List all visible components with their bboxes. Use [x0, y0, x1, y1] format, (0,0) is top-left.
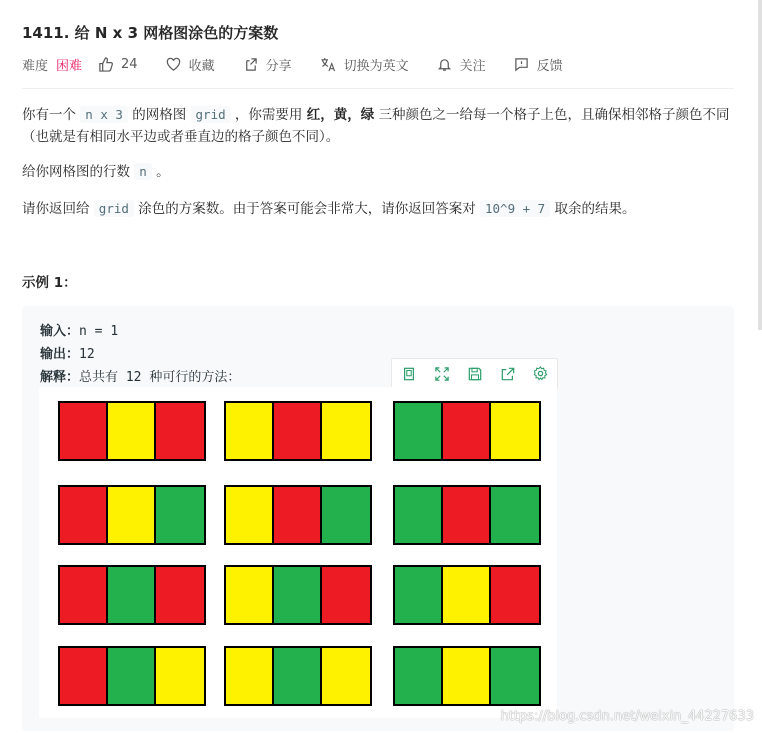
favorite-button[interactable] — [166, 55, 215, 74]
share-label: 分享 — [265, 58, 292, 74]
pattern-cell-red — [60, 567, 108, 623]
description-paragraph-2 — [22, 161, 732, 183]
coloring-pattern — [58, 646, 206, 706]
like-count: 24 — [121, 56, 138, 72]
difficulty-label: 难度 — [22, 58, 49, 74]
pattern-cell-yellow — [491, 403, 539, 459]
pattern-cell-red — [322, 567, 370, 623]
pattern-cell-red — [60, 487, 108, 543]
color-names: 红，黄，绿 — [306, 107, 375, 123]
example-image — [39, 387, 557, 718]
input-value: n = 1 — [79, 324, 119, 339]
pattern-cell-yellow — [322, 648, 370, 704]
text: 三种颜色之一给每一个格子上色，且确保相邻格子颜色不同（也就是有相同水平边或者垂直边的格子颜色不同）。 — [22, 107, 730, 145]
image-toolbar — [391, 358, 558, 389]
pattern-cell-yellow — [226, 487, 274, 543]
text: 你有一个 — [22, 107, 81, 123]
pattern-cell-yellow — [443, 567, 491, 623]
description-paragraph-1 — [22, 104, 732, 148]
translate-button[interactable] — [320, 55, 409, 74]
scrollbar[interactable] — [758, 0, 762, 330]
text: ，你需要用 — [230, 107, 307, 123]
pattern-cell-green — [395, 648, 443, 704]
like-button[interactable] — [98, 57, 138, 72]
coloring-pattern — [58, 565, 206, 625]
pattern-cell-red — [491, 567, 539, 623]
pattern-cell-yellow — [226, 403, 274, 459]
follow-button[interactable] — [437, 55, 486, 74]
pattern-cell-yellow — [108, 487, 156, 543]
pattern-cell-yellow — [156, 648, 204, 704]
coloring-pattern — [224, 565, 372, 625]
share-icon — [243, 57, 258, 72]
fullscreen-icon[interactable] — [431, 363, 453, 385]
coloring-pattern — [393, 565, 541, 625]
pattern-cell-red — [60, 648, 108, 704]
thumbs-up-icon — [98, 57, 113, 72]
feedback-icon — [514, 57, 529, 72]
follow-label: 关注 — [459, 58, 486, 74]
pattern-cell-green — [322, 487, 370, 543]
heart-icon — [166, 57, 181, 72]
export-icon[interactable] — [497, 363, 519, 385]
example-explain-line — [40, 366, 240, 385]
pattern-cell-green — [395, 567, 443, 623]
coloring-pattern — [224, 485, 372, 545]
pattern-cell-green — [395, 487, 443, 543]
translate-icon — [320, 57, 336, 72]
divider — [22, 88, 734, 89]
text: 涂色的方案数。由于答案可能会非常大，请你返回答案对 — [133, 201, 480, 217]
coloring-pattern — [224, 401, 372, 461]
code-modulus: 10^9 + 7 — [480, 200, 550, 217]
feedback-label: 反馈 — [536, 58, 563, 74]
pattern-cell-green — [395, 403, 443, 459]
text: 给你网格图的行数 — [22, 164, 135, 180]
code-grid: grid — [191, 106, 231, 123]
text: 取余的结果。 — [550, 201, 636, 217]
pattern-cell-yellow — [322, 403, 370, 459]
pattern-cell-green — [491, 648, 539, 704]
pattern-cell-red — [156, 403, 204, 459]
code-n-x-3: n x 3 — [80, 106, 128, 123]
input-label: 输入： — [40, 324, 80, 339]
pattern-cell-red — [156, 567, 204, 623]
pattern-cell-yellow — [108, 403, 156, 459]
pattern-cell-yellow — [226, 648, 274, 704]
pattern-cell-red — [443, 487, 491, 543]
share-button[interactable] — [243, 55, 292, 74]
pattern-cell-red — [274, 403, 322, 459]
pattern-cell-yellow — [226, 567, 274, 623]
favorite-label: 收藏 — [188, 58, 215, 74]
problem-title: 1411. 给 N x 3 网格图涂色的方案数 — [22, 24, 279, 42]
save-icon[interactable] — [464, 363, 486, 385]
settings-icon[interactable] — [530, 363, 552, 385]
output-label: 输出： — [40, 347, 80, 362]
copy-icon[interactable] — [398, 363, 420, 385]
pattern-cell-green — [156, 487, 204, 543]
pattern-cell-green — [274, 648, 322, 704]
pattern-cell-green — [108, 567, 156, 623]
description-paragraph-3 — [22, 198, 732, 220]
output-value: 12 — [79, 347, 95, 362]
code-n: n — [134, 163, 152, 180]
coloring-pattern — [58, 485, 206, 545]
watermark: https://blog.csdn.net/weixin_44227633 — [500, 709, 754, 724]
coloring-pattern — [393, 646, 541, 706]
code-grid: grid — [94, 200, 134, 217]
translate-label: 切换为英文 — [343, 58, 409, 74]
pattern-cell-red — [60, 403, 108, 459]
feedback-button[interactable] — [514, 55, 563, 74]
text: 请你返回给 — [22, 201, 94, 217]
pattern-cell-red — [443, 403, 491, 459]
pattern-cell-green — [108, 648, 156, 704]
text: 。 — [151, 164, 170, 180]
pattern-cell-green — [491, 487, 539, 543]
pattern-cell-yellow — [443, 648, 491, 704]
example-title: 示例 1： — [22, 275, 77, 291]
coloring-pattern — [393, 401, 541, 461]
problem-meta-bar — [22, 55, 591, 73]
example-output-line — [40, 343, 95, 362]
bell-icon — [437, 57, 452, 72]
pattern-cell-red — [274, 487, 322, 543]
text: 的网格图 — [127, 107, 191, 123]
difficulty-badge: 困难 — [56, 58, 83, 74]
pattern-cell-green — [274, 567, 322, 623]
coloring-pattern — [393, 485, 541, 545]
example-input-line — [40, 320, 118, 339]
coloring-pattern — [58, 401, 206, 461]
explain-value: 总共有 12 种可行的方法： — [79, 370, 241, 385]
coloring-pattern — [224, 646, 372, 706]
explain-label: 解释： — [40, 370, 80, 385]
